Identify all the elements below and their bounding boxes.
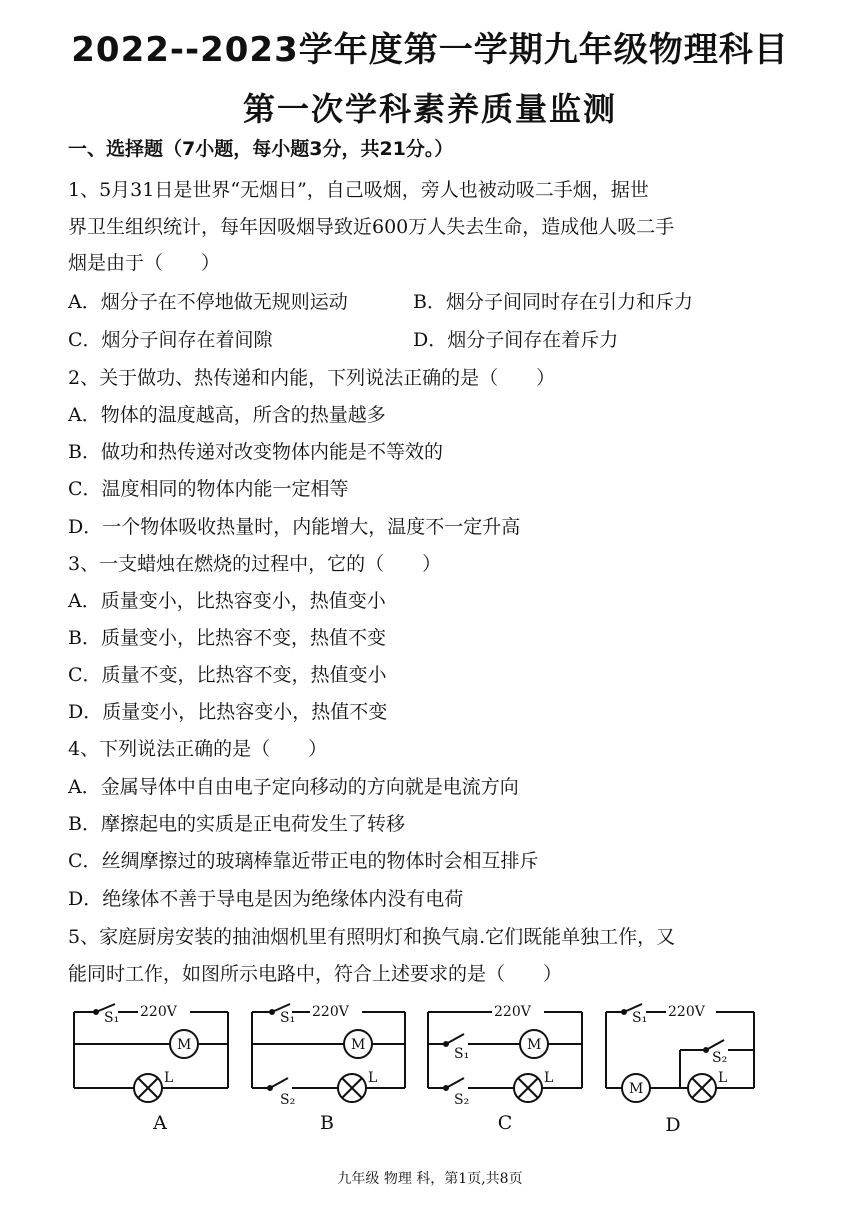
q1-stem-line2: 界卫生组织统计，每年因吸烟导致近600万人失去生命，造成他人吸二手	[68, 216, 675, 238]
option-label-b: B	[320, 1112, 334, 1134]
exam-subtitle: 第一次学科素养质量监测	[242, 90, 617, 128]
option-label-c: C	[497, 1112, 513, 1134]
q5-stem-line2: 能同时工作，如图所示电路中，符合上述要求的是（ ）	[68, 963, 563, 985]
motor-label-a: M	[177, 1037, 192, 1053]
q2-option-b: B．做功和热传递对改变物体内能是不等效的	[68, 441, 443, 463]
circuit-c	[428, 1012, 582, 1102]
q1-option-c: C．烟分子间存在着间隙	[68, 329, 273, 351]
lamp-label-c: L	[544, 1070, 554, 1086]
q4-option-b: B．摩擦起电的实质是正电荷发生了转移	[68, 813, 405, 835]
voltage-label-b: 220V	[312, 1004, 349, 1020]
motor-label-d: M	[629, 1081, 644, 1097]
q4-stem: 4、下列说法正确的是（ ）	[68, 738, 328, 760]
switch2-label-c: S₂	[454, 1092, 470, 1108]
q3-option-b: B．质量变小，比热容不变，热值不变	[68, 627, 386, 649]
page-footer: 九年级 物理 科，第1页,共8页	[337, 1171, 523, 1187]
q4-option-a: A．金属导体中自由电子定向移动的方向就是电流方向	[68, 776, 519, 798]
lamp-label-a: L	[164, 1070, 174, 1086]
switch1-label-b: S₁	[280, 1010, 296, 1026]
voltage-label-c: 220V	[494, 1004, 531, 1020]
exam-title: 2022--2023学年度第一学期九年级物理科目	[71, 30, 789, 70]
q1-option-b: B．烟分子间同时存在引力和斥力	[413, 291, 693, 313]
switch-label-a: S₁	[104, 1010, 120, 1026]
q5-stem-line1: 5、家庭厨房安装的抽油烟机里有照明灯和换气扇.它们既能单独工作，又	[68, 926, 676, 948]
q2-option-c: C．温度相同的物体内能一定相等	[68, 478, 349, 500]
q2-stem: 2、关于做功、热传递和内能，下列说法正确的是（ ）	[68, 367, 556, 389]
lamp-label-b: L	[368, 1070, 378, 1086]
option-label-d: D	[665, 1114, 681, 1136]
motor-label-b: M	[351, 1037, 366, 1053]
q1-stem-line1: 1、5月31日是世界“无烟日”，自己吸烟，旁人也被动吸二手烟，据世	[68, 179, 649, 201]
q4-option-d: D．绝缘体不善于导电是因为绝缘体内没有电荷	[68, 888, 464, 910]
q1-stem-line3: 烟是由于（ ）	[68, 252, 221, 274]
q2-option-d: D．一个物体吸收热量时，内能增大，温度不一定升高	[68, 516, 521, 538]
switch1-label-c: S₁	[454, 1046, 470, 1062]
q1-option-a: A．烟分子在不停地做无规则运动	[68, 291, 348, 313]
q3-option-d: D．质量变小，比热容变小，热值不变	[68, 701, 388, 723]
lamp-label-d: L	[718, 1070, 728, 1086]
section-heading: 一、选择题（7小题，每小题3分，共21分。）	[68, 138, 454, 160]
q3-option-a: A．质量变小，比热容变小，热值变小	[68, 590, 386, 612]
switch2-label-b: S₂	[280, 1092, 296, 1108]
q3-option-c: C．质量不变，比热容不变，热值变小	[68, 664, 387, 686]
switch1-label-d: S₁	[632, 1010, 648, 1026]
voltage-label-a: 220V	[140, 1004, 177, 1020]
q1-option-d: D．烟分子间存在着斥力	[413, 329, 619, 351]
q2-option-a: A．物体的温度越高，所含的热量越多	[68, 404, 386, 426]
q4-option-c: C．丝绸摩擦过的玻璃棒靠近带正电的物体时会相互排斥	[68, 850, 539, 872]
voltage-label-d: 220V	[668, 1004, 705, 1020]
switch2-label-d: S₂	[712, 1050, 728, 1066]
option-label-a: A	[153, 1112, 167, 1134]
q3-stem: 3、一支蜡烛在燃烧的过程中，它的（ ）	[68, 553, 442, 575]
motor-label-c: M	[527, 1037, 542, 1053]
